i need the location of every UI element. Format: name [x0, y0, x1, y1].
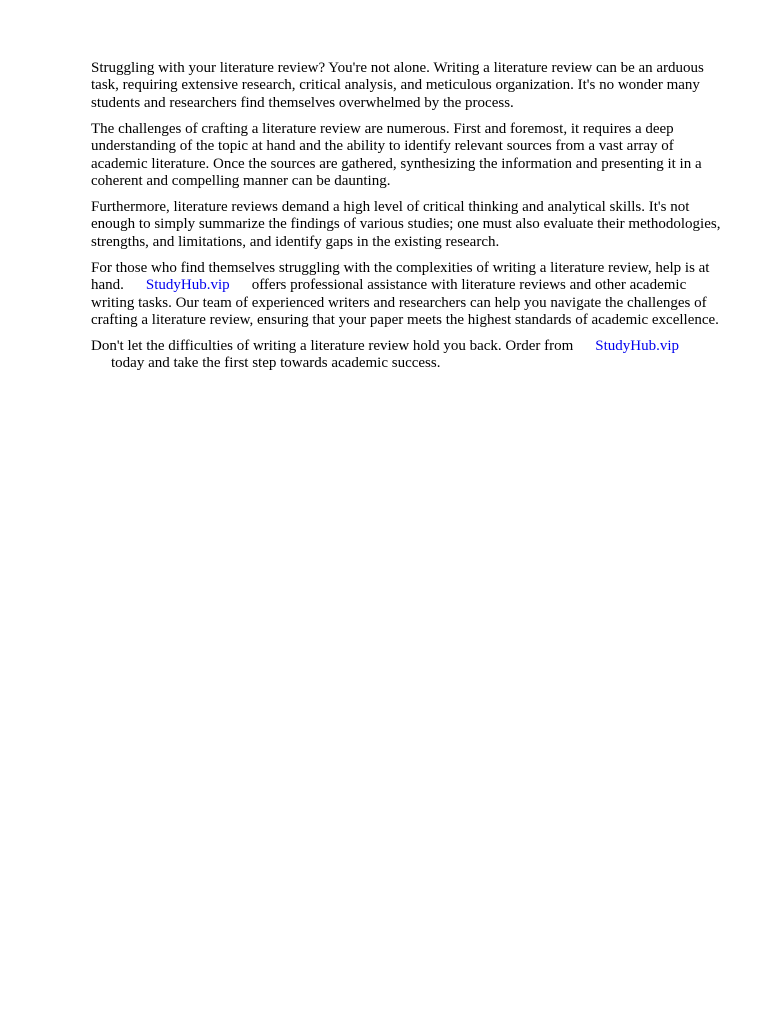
studyhub-link[interactable]: StudyHub.vip: [145, 277, 230, 294]
paragraph-intro: Struggling with your literature review? You're not alone. Writing a literature review can be an arduous task, requiring extensive research, critical analysis, and meticulous organization. It's no wonder many students and researchers find themselves overwhelmed by the process.: [91, 60, 704, 111]
paragraph-call-to-action: [91, 338, 721, 373]
paragraph-critical-thinking: Furthermore, literature reviews demand a high level of critical thinking and analytical skills. It's not enough to simply summarize the findings of various studies; one must also evaluate their methodologies, strengths, and limitations, and identify gaps in the existing research.: [91, 199, 721, 250]
paragraph-help-text-before: For those who find themselves struggling with the complexities of writing a literature review, help is at hand.: [91, 259, 710, 294]
paragraph-challenges: The challenges of crafting a literature review are numerous. First and foremost, it requires a deep understanding of the topic at hand and the ability to identify relevant sources from a vast array of academic literature. Once the sources are gathered, synthesizing the information and presenting it in a coherent and compelling manner can be daunting.: [91, 120, 702, 190]
document-body: [91, 60, 721, 381]
paragraph-help-text-after: offers professional assistance with literature reviews and other academic writing tasks. Our team of experienced writers and researchers can help you navigate the challenges of crafting a literature review, ensuring that your paper meets the highest standards of academic excellence.: [91, 277, 719, 329]
paragraph-help: [91, 260, 721, 330]
paragraph-cta-text-before: Don't let the difficulties of writing a literature review hold you back. Order from: [91, 338, 574, 355]
paragraph-cta-text-after: today and take the first step towards academic success.: [111, 355, 441, 372]
studyhub-order-link[interactable]: StudyHub.vip: [595, 338, 680, 355]
